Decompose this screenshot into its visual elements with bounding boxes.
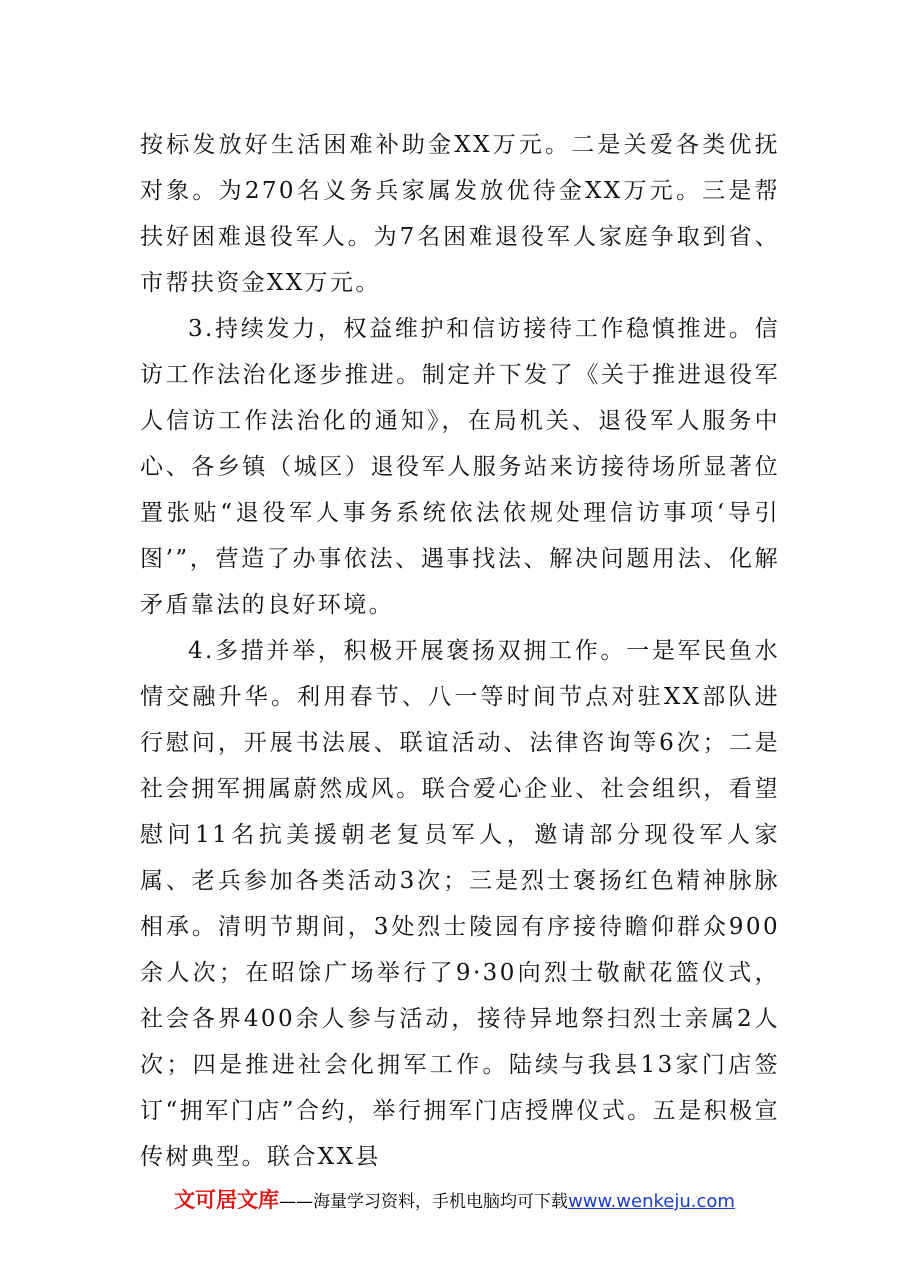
- document-body: [140, 122, 780, 1180]
- footer-link[interactable]: www.wenkeju.com: [568, 1191, 735, 1212]
- footer-slogan: ——海量学习资料，手机电脑均可下载: [279, 1192, 569, 1212]
- paragraph-3: 4.多措并举，积极开展褒扬双拥工作。一是军民鱼水情交融升华。利用春节、八一等时间节点对驻XX部队进行慰问，开展书法展、联谊活动、法律咨询等6次；二是社会拥军拥属蔚然成风。联合爱心企业、社会组织，看望慰问11名抗美援朝老复员军人，邀请部分现役军人家属、老兵参加各类活动3次；三是烈士褒扬红色精神脉脉相承。清明节期间，3处烈士陵园有序接待瞻仰群众900余人次；在昭馀广场举行了9·30向烈士敬献花篮仪式，社会各界400余人参与活动，接待异地祭扫烈士亲属2人次；四是推进社会化拥军工作。陆续与我县13家门店签订“拥军门店”合约，举行拥军门店授牌仪式。五是积极宣传树典型。联合XX县: [140, 638, 780, 1170]
- paragraph-2: 3.持续发力，权益维护和信访接待工作稳慎推进。信访工作法治化逐步推进。制定并下发了《关于推进退役军人信访工作法治化的通知》，在局机关、退役军人服务中心、各乡镇（城区）退役军人服务站来访接待场所显著位置张贴“退役军人事务系统依法依规处理信访事项‘导引图’”，营造了办事依法、遇事找法、解决问题用法、化解矛盾靠法的良好环境。: [140, 316, 780, 618]
- paragraph-1: 按标发放好生活困难补助金XX万元。二是关爱各类优抚对象。为270名义务兵家属发放优待金XX万元。三是帮扶好困难退役军人。为7名困难退役军人家庭争取到省、市帮扶资金XX万元。: [140, 132, 780, 296]
- footer-brand: 文可居文库: [174, 1188, 280, 1212]
- footer-banner: [0, 1184, 909, 1214]
